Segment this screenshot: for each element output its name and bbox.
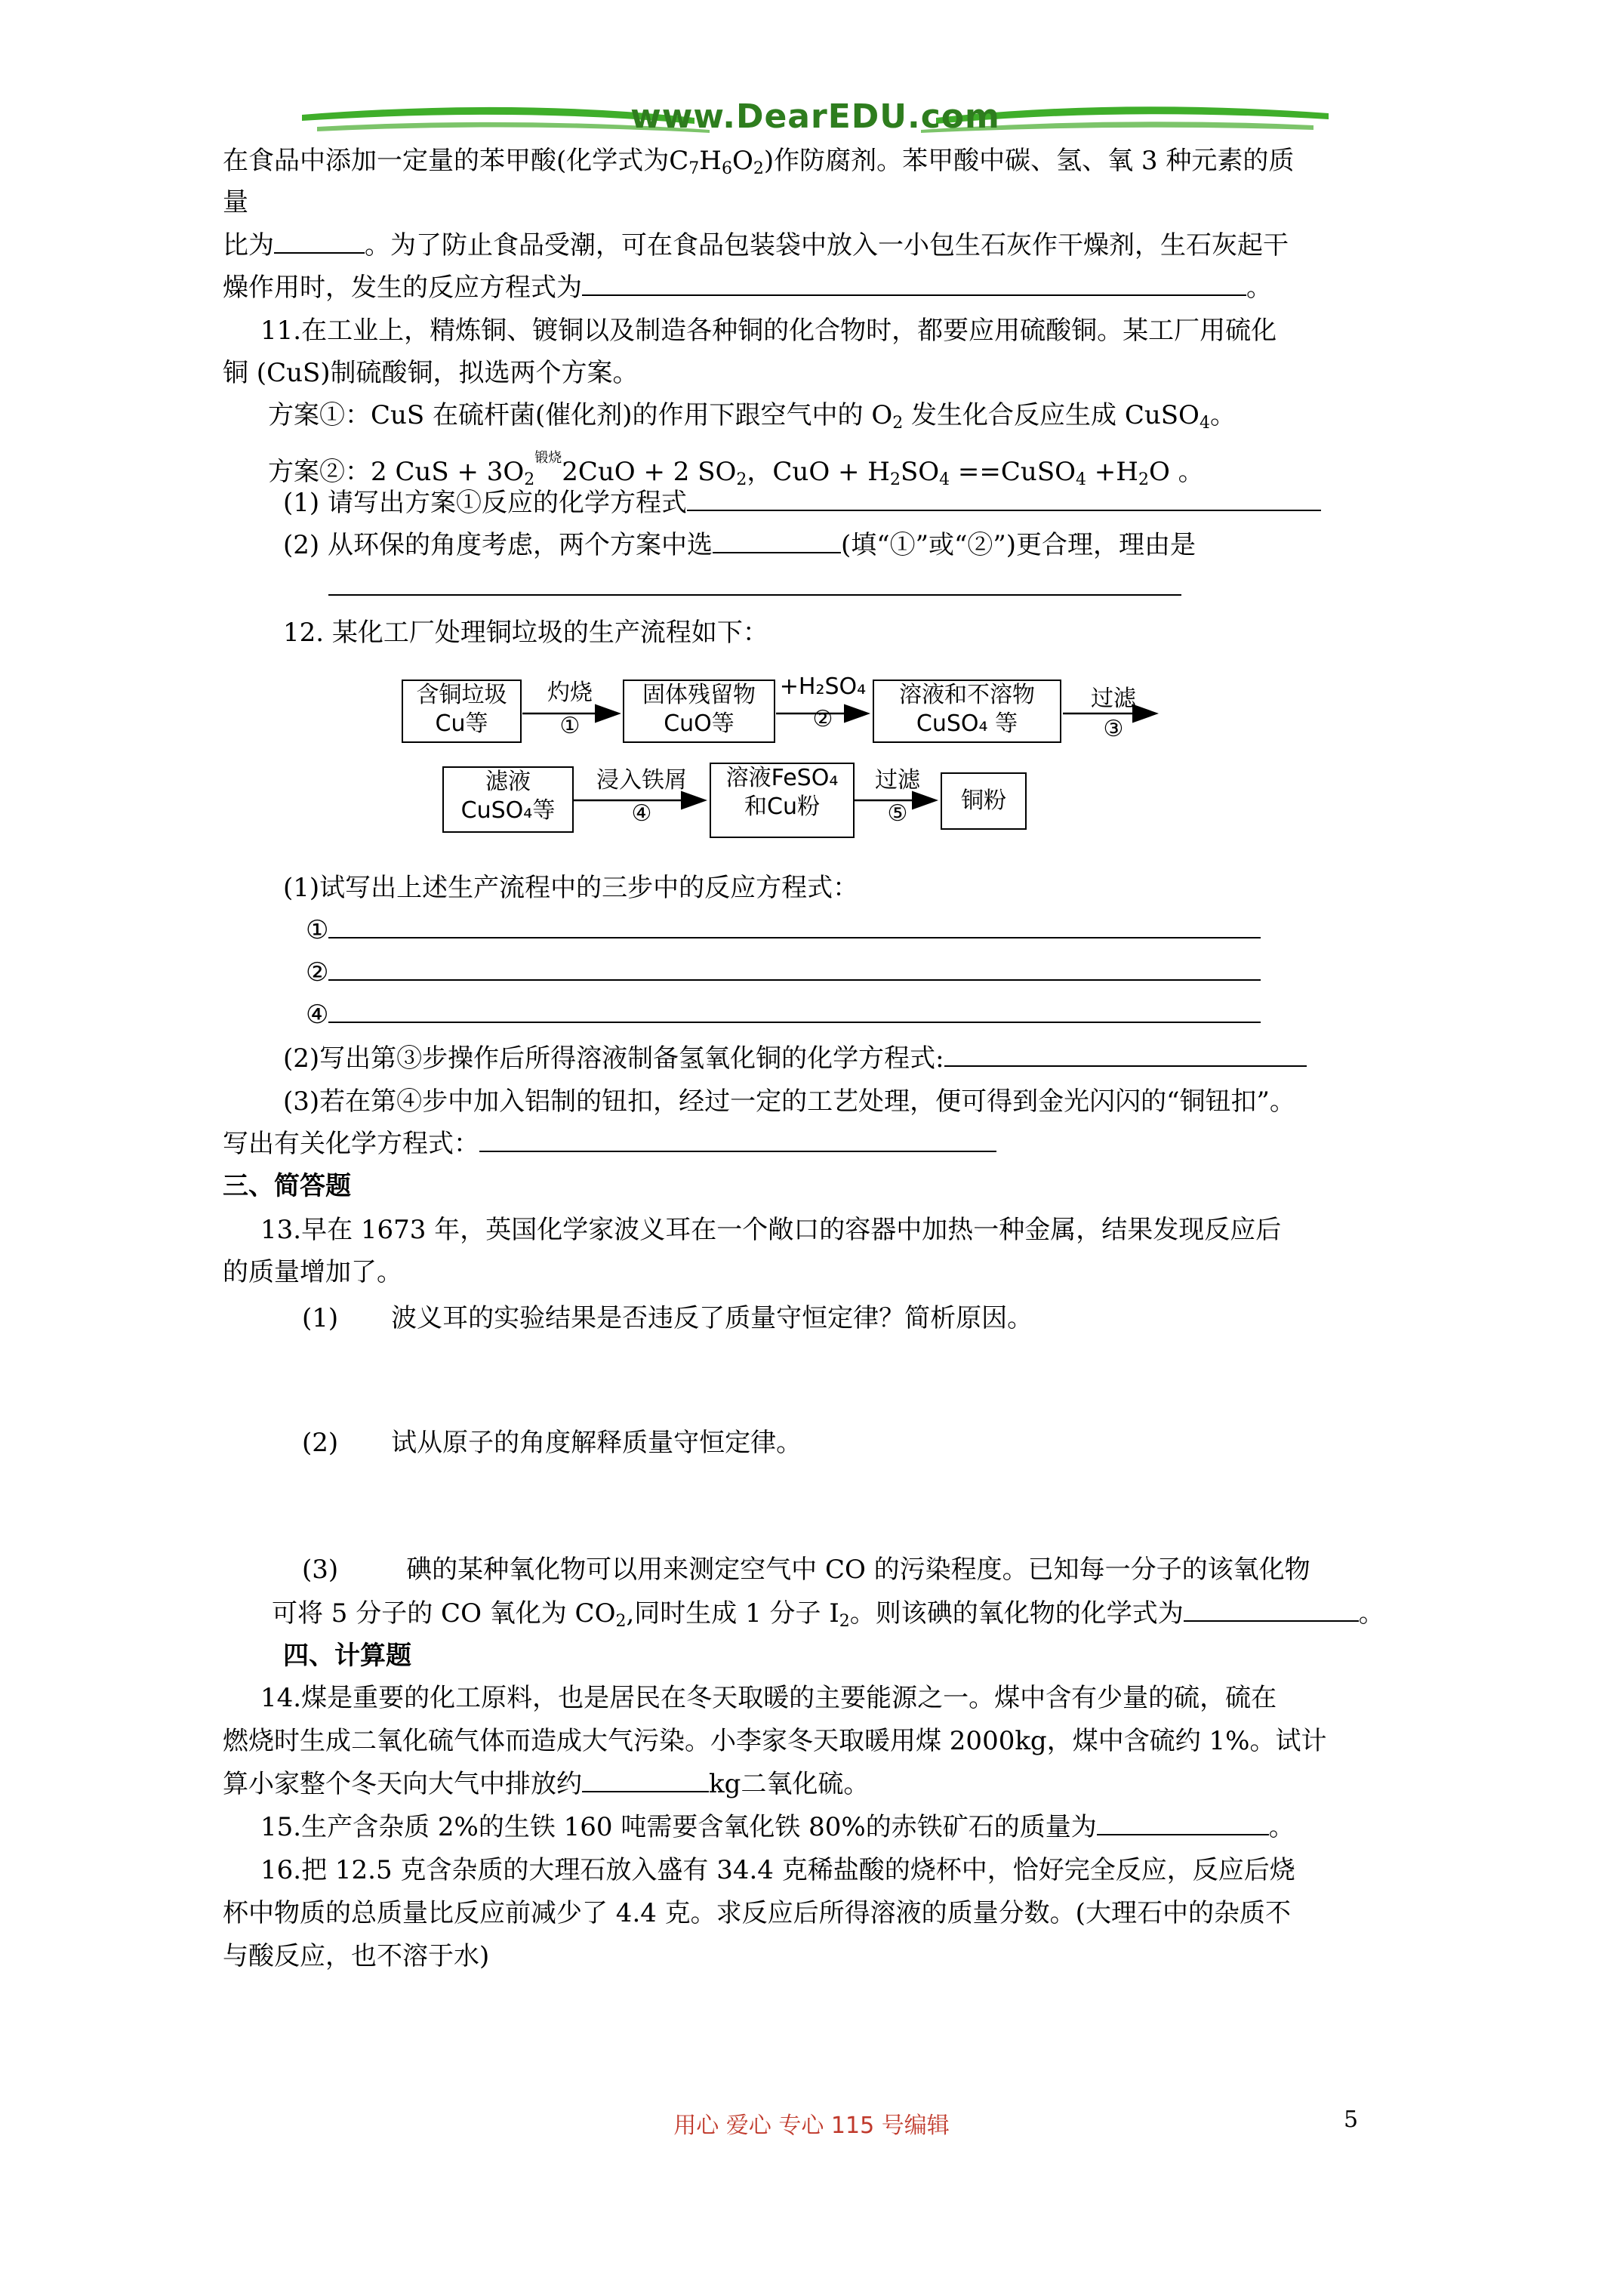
question-13-1: (1) 波义耳的实验结果是否违反了质量守恒定律？简析原因。 [302, 1303, 1033, 1333]
flow-box-filtrate: 滤液 CuSO₄等 [442, 766, 574, 833]
page-number: 5 [1344, 2106, 1359, 2133]
production-flowchart [393, 672, 1178, 853]
text-line: 在食品中添加一定量的苯甲酸(化学式为$C_7H_6O_2$)作防腐剂。苯甲酸中碳、氢、氧 3 种元素的质 [223, 146, 1295, 178]
flow-label-burn: 灼烧 ① [547, 680, 593, 739]
question-12-2: (2)写出第③步操作后所得溶液制备氢氧化铜的化学方程式: [283, 1037, 1307, 1080]
question-13: 13.早在 1673 年，英国化学家波义耳在一个敞口的容器中加热一种金属，结果发现反应后 [260, 1215, 1282, 1245]
question-12-3: (3)若在第④步中加入铝制的钮扣，经过一定的工艺处理，便可得到金光闪闪的“铜钮扣”。 [283, 1086, 1295, 1117]
flow-box-copper-waste: 含铜垃圾 Cu等 [402, 680, 522, 743]
text-line: 写出有关化学方程式： [223, 1123, 996, 1165]
text-line: 可将 5 分子的 CO 氧化为 $CO_2$,同时生成 1 分子 $I_2$。则该碘的氧化物的化学式为 。 [272, 1592, 1384, 1635]
question-12-1: (1)试写出上述生产流程中的三步中的反应方程式： [283, 873, 859, 903]
answer-blank[interactable] [687, 484, 1321, 511]
flow-label-filter-5: 过滤 ⑤ [875, 767, 920, 827]
answer-blank[interactable] [328, 911, 1261, 938]
answer-blank[interactable] [1184, 1595, 1359, 1622]
section-3-heading: 三、简答题 [223, 1171, 351, 1201]
plan-1: 方案①：CuS 在硫杆菌(催化剂)的作用下跟空气中的 $O_2$ 发生化合反应生成 CuSO$_4$。 [268, 400, 1236, 433]
site-url: www.DearEDU.com [630, 97, 1000, 136]
question-13-3: (3) 碘的某种氧化物可以用来测定空气中 CO 的污染程度。已知每一分子的该氧化物 [302, 1555, 1310, 1585]
answer-blank[interactable] [328, 996, 1261, 1023]
answer-blank[interactable] [328, 569, 1181, 596]
text-line: 比为 。为了防止食品受潮，可在食品包装袋中放入一小包生石灰作干燥剂，生石灰起干 [223, 224, 1289, 267]
answer-blank[interactable] [1097, 1808, 1269, 1835]
text-line: 的质量增加了。 [223, 1257, 402, 1287]
text-line: 量 [223, 187, 248, 217]
text-line: 算小家整个冬天向大气中排放约 kg二氧化硫。 [223, 1763, 869, 1805]
question-13-2: (2) 试从原子的角度解释质量守恒定律。 [302, 1428, 802, 1458]
question-11-1: (1) 请写出方案①反应的化学方程式 [283, 482, 1321, 524]
answer-blank[interactable] [582, 1765, 709, 1792]
question-12: 12. 某化工厂处理铜垃圾的生产流程如下： [283, 618, 768, 648]
flow-label-add-acid: +H₂SO₄ ② [779, 673, 867, 732]
plan-2: 方案②：2 CuS + $3O_2^{锻烧}2CuO + 2$ $SO_2$，CuO + $H_2SO_4$ ==CuSO$_4$ $+H_2O$ 。 [268, 450, 1204, 489]
answer-line-step-4: ④ [306, 994, 1261, 1036]
question-14: 14.煤是重要的化工原料，也是居民在冬天取暖的主要能源之一。煤中含有少量的硫，硫在 [260, 1683, 1277, 1713]
question-15: 15.生产含杂质 2%的生铁 160 吨需要含氧化铁 80%的赤铁矿石的质量为 。 [260, 1806, 1295, 1848]
footer-editor-note: 用心 爱心 专心 115 号编辑 [673, 2113, 950, 2139]
question-11: 11.在工业上，精炼铜、镀铜以及制造各种铜的化合物时，都要应用硫酸铜。某工厂用硫化 [260, 316, 1277, 346]
flow-label-filter-3: 过滤 ③ [1091, 686, 1136, 742]
flow-box-solution-insoluble: 溶液和不溶物 CuSO₄ 等 [873, 680, 1061, 743]
answer-blank[interactable] [479, 1125, 996, 1152]
flow-box-copper-powder: 铜粉 [941, 772, 1027, 830]
answer-line [328, 566, 1181, 609]
flow-box-feso4-cu: 溶液FeSO₄ 和Cu粉 [710, 763, 855, 838]
answer-blank[interactable] [328, 954, 1261, 981]
section-4-heading: 四、计算题 [283, 1641, 411, 1671]
answer-line-step-2: ② [306, 951, 1261, 994]
text-line: 杯中物质的总质量比反应前减少了 4.4 克。求反应后所得溶液的质量分数。(大理石中的杂质不 [223, 1898, 1291, 1928]
flow-label-iron-scraps: 浸入铁屑 ④ [596, 767, 687, 827]
answer-blank[interactable] [274, 227, 365, 254]
answer-line-step-1: ① [306, 909, 1261, 951]
text-line: 燥作用时，发生的反应方程式为 。 [223, 267, 1272, 309]
answer-blank[interactable] [582, 269, 1246, 296]
question-11-2: (2) 从环保的角度考虑，两个方案中选 (填“①”或“②”)更合理，理由是 [283, 524, 1196, 566]
text-line: 燃烧时生成二氧化硫气体而造成大气污染。小李家冬天取暖用煤 2000kg，煤中含硫约 1%。试计 [223, 1726, 1327, 1756]
answer-blank[interactable] [713, 526, 841, 553]
flow-box-solid-residue: 固体残留物 CuO等 [623, 680, 775, 743]
text-line: 与酸反应，也不溶于水) [223, 1941, 490, 1971]
text-line: 铜 (CuS)制硫酸铜，拟选两个方案。 [223, 358, 639, 388]
question-16: 16.把 12.5 克含杂质的大理石放入盛有 34.4 克稀盐酸的烧杯中，恰好完全反应，反应后烧 [260, 1855, 1295, 1885]
answer-blank[interactable] [944, 1040, 1307, 1067]
